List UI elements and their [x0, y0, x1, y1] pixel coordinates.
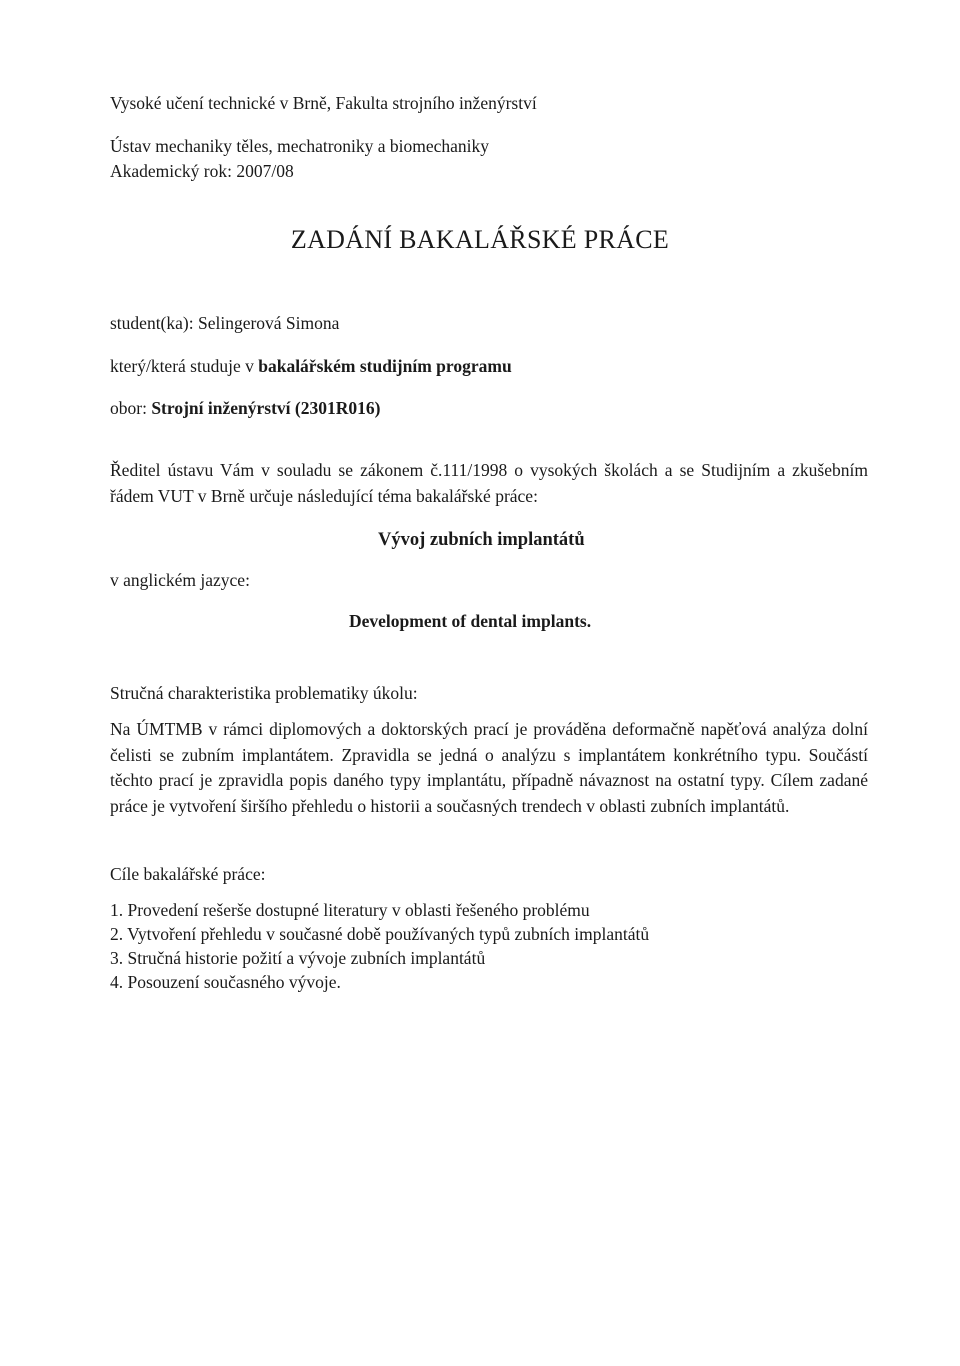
thesis-czech-title: Vývoj zubních implantátů [378, 530, 585, 550]
english-label: v anglickém jazyce: [110, 570, 250, 590]
program-prefix: který/která studuje v [110, 356, 254, 376]
academic-year-line: Akademický rok: 2007/08 [110, 161, 294, 181]
student-label: student(ka): [110, 313, 194, 333]
goals-heading: Cíle bakalářské práce: [110, 864, 266, 884]
goal-item: 3. Stručná historie požití a vývoje zubních implantátů [110, 948, 486, 968]
goals-list [110, 898, 649, 994]
institution-line: Vysoké učení technické v Brně, Fakulta strojního inženýrství [110, 93, 537, 113]
field-label: obor: [110, 398, 147, 418]
director-paragraph: Ředitel ústavu Vám v souladu se zákonem č.111/1998 o vysokých školách a se Studijním a zkušebním řádem VUT v Brně určuje následující téma bakalářské práce: [110, 460, 868, 506]
program-line [110, 355, 512, 379]
field-line [110, 397, 380, 421]
student-line [110, 312, 339, 336]
goal-item: 4. Posouzení současného vývoje. [110, 972, 341, 992]
goal-item: 1. Provedení rešerše dostupné literatury v oblasti řešeného problému [110, 900, 590, 920]
document-title: ZADÁNÍ BAKALÁŘSKÉ PRÁCE [290, 225, 670, 254]
student-name: Selingerová Simona [197, 313, 340, 333]
characteristic-heading: Stručná charakteristika problematiky úkolu: [110, 683, 418, 703]
program-name: bakalářském studijním programu [258, 356, 512, 376]
institute-line: Ústav mechaniky těles, mechatroniky a biomechaniky [110, 136, 490, 156]
thesis-english-title: Development of dental implants. [349, 611, 592, 631]
field-name: Strojní inženýrství (2301R016) [151, 398, 381, 418]
characteristic-paragraph: Na ÚMTMB v rámci diplomových a doktorských prací je prováděna deformačně napěťová analýza dolní čelisti se zubním implantátem. Zpravidla se jedná o analýzu s implantátem konkrétního typu. Součástí těchto prací je zpravidla popis daného typy implantátu, případně návaznost na ostatní typy. Cílem zadané práce je vytvoření širšího přehledu o historii a současných trendech v oblasti zubních implantátů. [110, 719, 868, 816]
goal-item: 2. Vytvoření přehledu v současné době používaných typů zubních implantátů [110, 924, 650, 944]
